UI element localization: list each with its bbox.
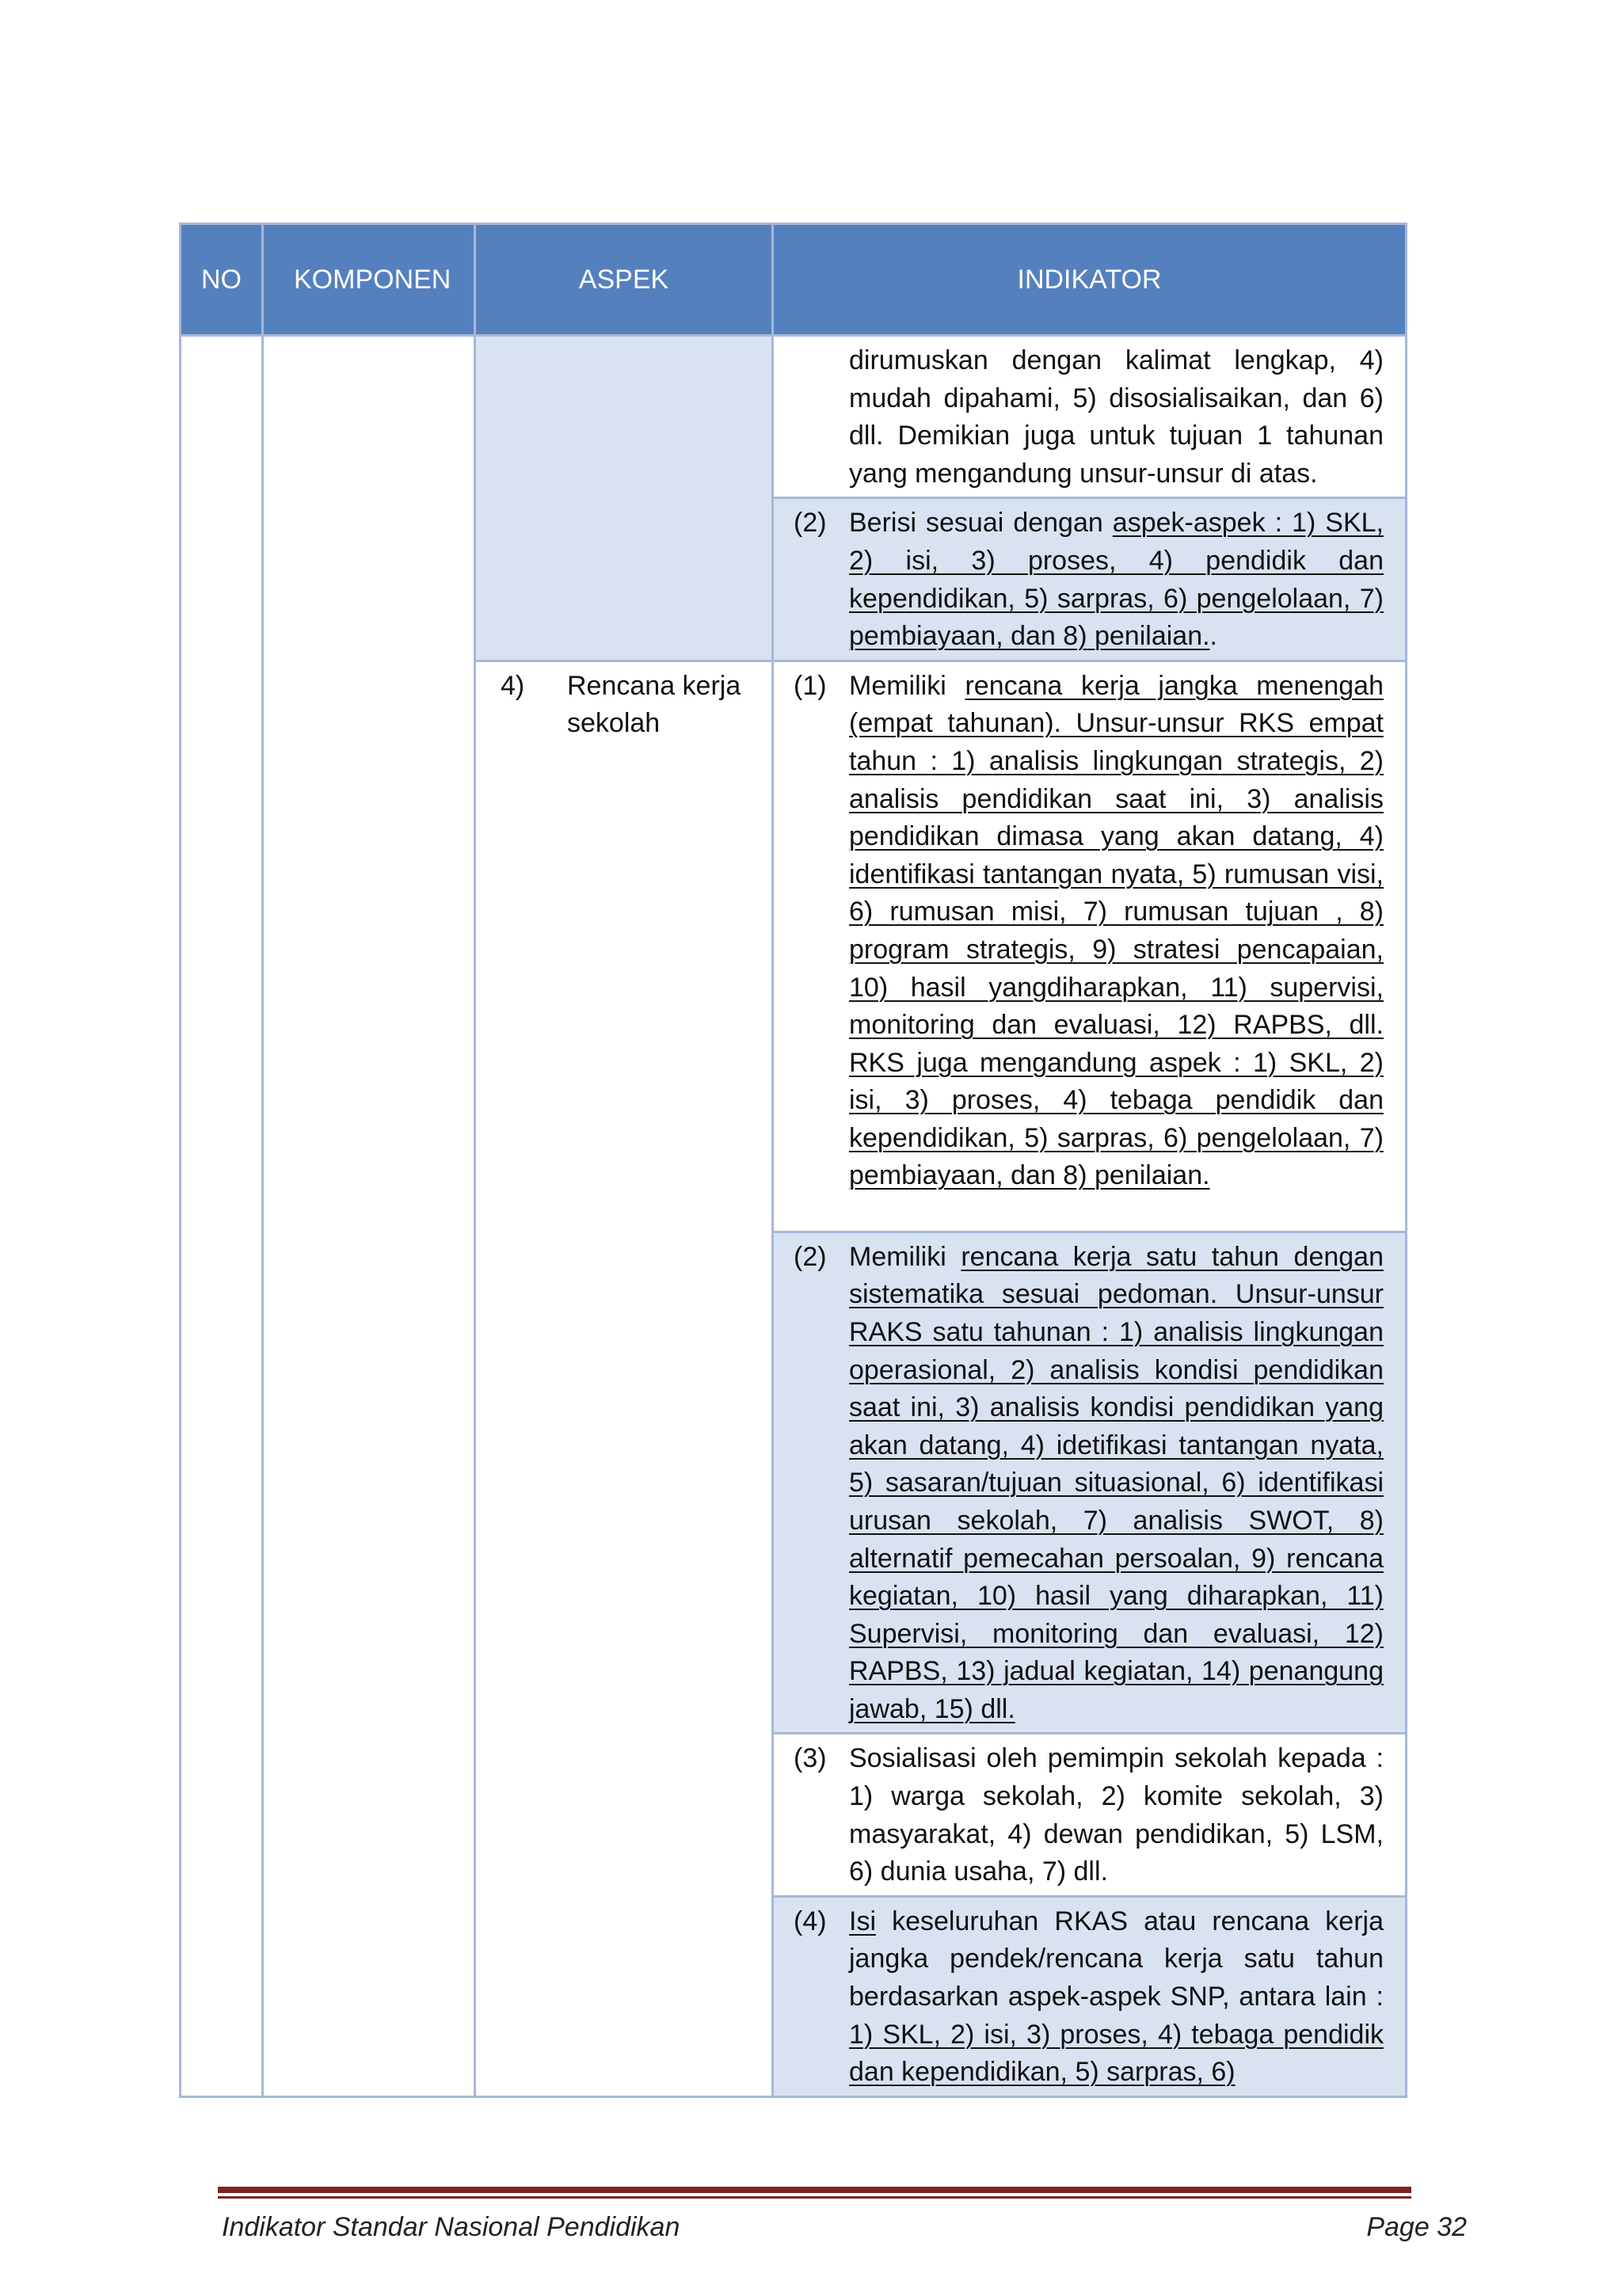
indikator-number: (1)	[794, 670, 827, 701]
indikator-text: Sosialisasi oleh pemimpin sekolah kepada : 1) warga sekolah, 2) komite sekolah, 3) masyarakat, 4) dewan pendidikan, 5) LSM, 6) dunia usaha, 7) dll.	[849, 1743, 1384, 1887]
table-row	[181, 336, 1407, 498]
aspek-cell	[475, 661, 773, 2096]
header-no: NO	[181, 224, 263, 336]
aspek-label: Rencana kerja sekolah	[567, 670, 741, 739]
indikator-number: (2)	[794, 1241, 827, 1272]
indikator-cell	[773, 1734, 1407, 1896]
footer-page-number: Page 32	[1366, 2212, 1467, 2242]
indikator-text: Memiliki rencana kerja jangka menengah (empat tahunan). Unsur-unsur RKS empat tahun : 1) analisis lingkungan strategis, 2) analisis pendidikan saat ini, 3) analisis pendidikan dimasa yang akan datang, 4) identifikasi tantangan nyata, 5) rumusan visi, 6) rumusan misi, 7) rumusan tujuan , 8) program strategis, 9) stratesi pencapaian, 10) hasil yangdiharapkan, 11) supervisi, monitoring dan evaluasi, 12) RAPBS, dll. RKS juga mengandung aspek : 1) SKL, 2) isi, 3) proses, 4) tebaga pendidik dan kependidikan, 5) sarpras, 6) pengelolaan, 7) pembiayaan, dan 8) penilaian.	[849, 670, 1384, 1191]
indikator-number: (2)	[794, 508, 827, 539]
table-header-row	[181, 224, 1407, 336]
header-komponen: KOMPONEN	[263, 224, 475, 336]
indikator-cell	[773, 498, 1407, 661]
indikator-number: (3)	[794, 1743, 827, 1774]
header-aspek: ASPEK	[475, 224, 773, 336]
indikator-text: Berisi sesuai dengan aspek-aspek : 1) SKL, 2) isi, 3) proses, 4) pendidik dan kependidikan, 5) sarpras, 6) pengelolaan, 7) pembiayaan, dan 8) penilaian..	[849, 508, 1384, 652]
header-indikator: INDIKATOR	[773, 224, 1407, 336]
footer-rule-thin	[218, 2196, 1411, 2199]
no-cell	[181, 336, 263, 2097]
indikator-continued-text: dirumuskan dengan kalimat lengkap, 4) mudah dipahami, 5) disosialisaikan, dan 6) dll. Demikian juga untuk tujuan 1 tahunan yang mengandung unsur-unsur di atas.	[849, 345, 1384, 489]
indikator-text: Memiliki rencana kerja satu tahun dengan sistematika sesuai pedoman. Unsur-unsur RAKS satu tahunan : 1) analisis lingkungan operasional, 2) analisis kondisi pendidikan saat ini, 3) analisis kondisi pendidikan yang akan datang, 4) idetifikasi tantangan nyata, 5) sasaran/tujuan situasional, 6) identifikasi urusan sekolah, 7) analisis SWOT, 8) alternatif pemecahan persoalan, 9) rencana kegiatan, 10) hasil yang diharapkan, 11) Supervisi, monitoring dan evaluasi, 12) RAPBS, 13) jadual kegiatan, 14) penangung jawab, 15) dll.	[849, 1241, 1384, 1724]
indikator-cell	[773, 1896, 1407, 2096]
indikator-cell-continued	[773, 336, 1407, 498]
indikator-number: (4)	[794, 1906, 827, 1936]
indikator-cell	[773, 661, 1407, 1232]
footer-document-title: Indikator Standar Nasional Pendidikan	[222, 2212, 680, 2242]
aspek-cell-prev	[475, 336, 773, 661]
indicator-table	[179, 223, 1407, 2098]
footer-rule-thick	[218, 2187, 1411, 2193]
indikator-text: Isi keseluruhan RKAS atau rencana kerja jangka pendek/rencana kerja satu tahun berdasarkan aspek-aspek SNP, antara lain : 1) SKL, 2) isi, 3) proses, 4) tebaga pendidik dan kependidikan, 5) sarpras, 6)	[849, 1906, 1384, 2088]
komponen-cell	[263, 336, 475, 2097]
aspek-number: 4)	[501, 670, 525, 701]
indikator-cell	[773, 1232, 1407, 1734]
